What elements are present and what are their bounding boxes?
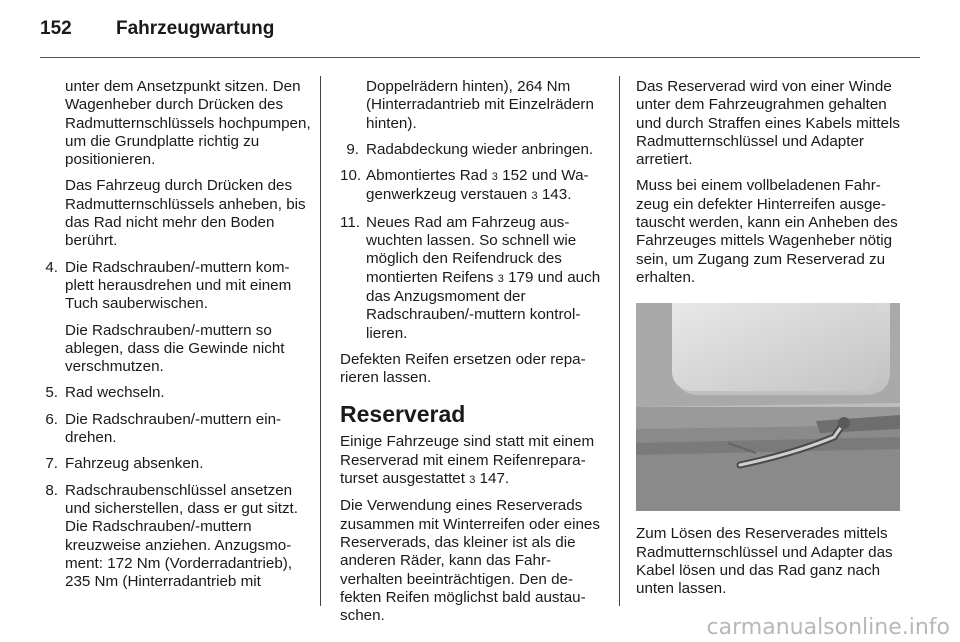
list-text-part: Neues Rad am Fahrzeug auswuchten lassen. So schnell wie möglich den Reifendruck des montierten Reifens (366, 213, 577, 286)
column-2 (340, 78, 606, 633)
list-number: 8. (45, 481, 58, 499)
list-text-part: und Wagenwerkzeug verstauen (366, 167, 589, 204)
list-item (340, 141, 606, 159)
continued-step-text: Doppelrädern hinten), 264 Nm (Hinterradantrieb mit Einzelrädern hinten). (366, 78, 594, 132)
list-text: Die Radschrauben/-muttern eindrehen. (65, 410, 282, 447)
list-item (340, 167, 606, 206)
list-item (39, 384, 313, 402)
watermark: carmanualsonline.info (706, 615, 950, 640)
photo-caption: Zum Lösen des Reserverades mittels Radmutternschlüssel und Adapter das Kabel lösen und das Rad ganz nach unten lassen. (636, 525, 893, 598)
ref-arrow-icon: 3 (497, 272, 504, 285)
continued-step-text: unter dem Ansetzpunkt sitzen. Den Wagenheber durch Drücken des Radmutternschlüssels hochpumpen, um die Grundplatte richtig zu positionieren. (65, 78, 311, 169)
page-header (40, 14, 920, 54)
list-number: 7. (45, 455, 58, 473)
ref-arrow-icon: 3 (531, 190, 538, 203)
column-divider-2 (619, 76, 620, 606)
ref-arrow-icon: 3 (469, 474, 476, 487)
list-item (39, 455, 313, 473)
list-text (366, 214, 606, 343)
body-paragraph (340, 433, 606, 489)
body-paragraph: Die Verwendung eines Reserverads zusammen mit Winterreifen oder eines Reserverads, das kleiner ist als die anderen Räder, kann das Fahrverhalten beeinträchtigen. Den defekten Reifen möglichst bald austauschen. (340, 497, 600, 625)
list-text (366, 167, 606, 206)
section-heading: Reserverad (340, 401, 466, 428)
page-reference[interactable]: 147. (479, 470, 510, 488)
page-title: Fahrzeugwartung (116, 18, 275, 39)
list-text-part: und auch das Anzugsmoment der Radschrauben/-muttern kontrollieren. (366, 268, 601, 342)
list-text: Rad wechseln. (65, 384, 165, 402)
list-item (39, 482, 313, 592)
list-number: 9. (346, 140, 359, 158)
list-text: Radschraubenschlüssel ansetzen und sicherstellen, dass er gut sitzt. Die Radschrauben/-muttern kreuzweise anziehen. Anzugsmoment: 172 Nm (Vorderradantrieb), 235 Nm (Hinterradantrieb mit (65, 481, 298, 591)
body-paragraph: Defekten Reifen ersetzen oder reparieren lassen. (340, 350, 586, 387)
page-reference[interactable]: 143. (541, 186, 572, 204)
body-paragraph: Das Reserverad wird von einer Winde unter dem Fahrzeugrahmen gehalten und durch Straffen eines Kabels mittels Radmutternschlüssel und Adapter arretiert. (636, 78, 900, 169)
column-divider-1 (320, 76, 321, 606)
list-number: 11. (340, 213, 360, 231)
list-item (39, 411, 313, 448)
ref-arrow-icon: 3 (491, 171, 498, 184)
list-item (39, 259, 313, 377)
list-text: Fahrzeug absenken. (65, 455, 204, 473)
column-3 (636, 78, 904, 606)
list-number: 10. (340, 167, 362, 185)
page-reference[interactable]: 152 (502, 167, 528, 185)
list-number: 6. (45, 410, 58, 428)
spare-wheel-photo (636, 303, 900, 511)
column-1 (39, 78, 313, 599)
continued-step-text: Das Fahrzeug durch Drücken des Radmutternschlüssels anheben, bis das Rad nicht mehr den Boden berührt. (65, 177, 306, 250)
header-rule (40, 57, 920, 58)
page-reference[interactable]: 179 (508, 268, 534, 286)
list-text: Die Radschrauben/-muttern so ablegen, dass die Gewinde nicht verschmutzen. (65, 321, 285, 376)
page-number: 152 (40, 18, 72, 39)
body-text-part: Einige Fahrzeuge sind statt mit einem Reserverad mit einem Reifenreparaturset ausgestattet (340, 433, 595, 488)
list-text-part: Abmontiertes Rad (366, 167, 488, 185)
list-item (340, 214, 606, 343)
list-text: Die Radschrauben/-muttern komplett herausdrehen und mit einem Tuch sauberwischen. (65, 258, 292, 313)
body-paragraph: Muss bei einem vollbeladenen Fahrzeug ein defekter Hinterreifen ausgetauscht werden, kann ein Anheben des Fahrzeuges mittels Wagenheber nötig sein, um Zugang zum Reserverad zu erhalten. (636, 177, 898, 286)
list-number: 5. (45, 384, 58, 402)
list-number: 4. (45, 258, 58, 276)
list-text: Radabdeckung wieder anbringen. (366, 140, 594, 158)
